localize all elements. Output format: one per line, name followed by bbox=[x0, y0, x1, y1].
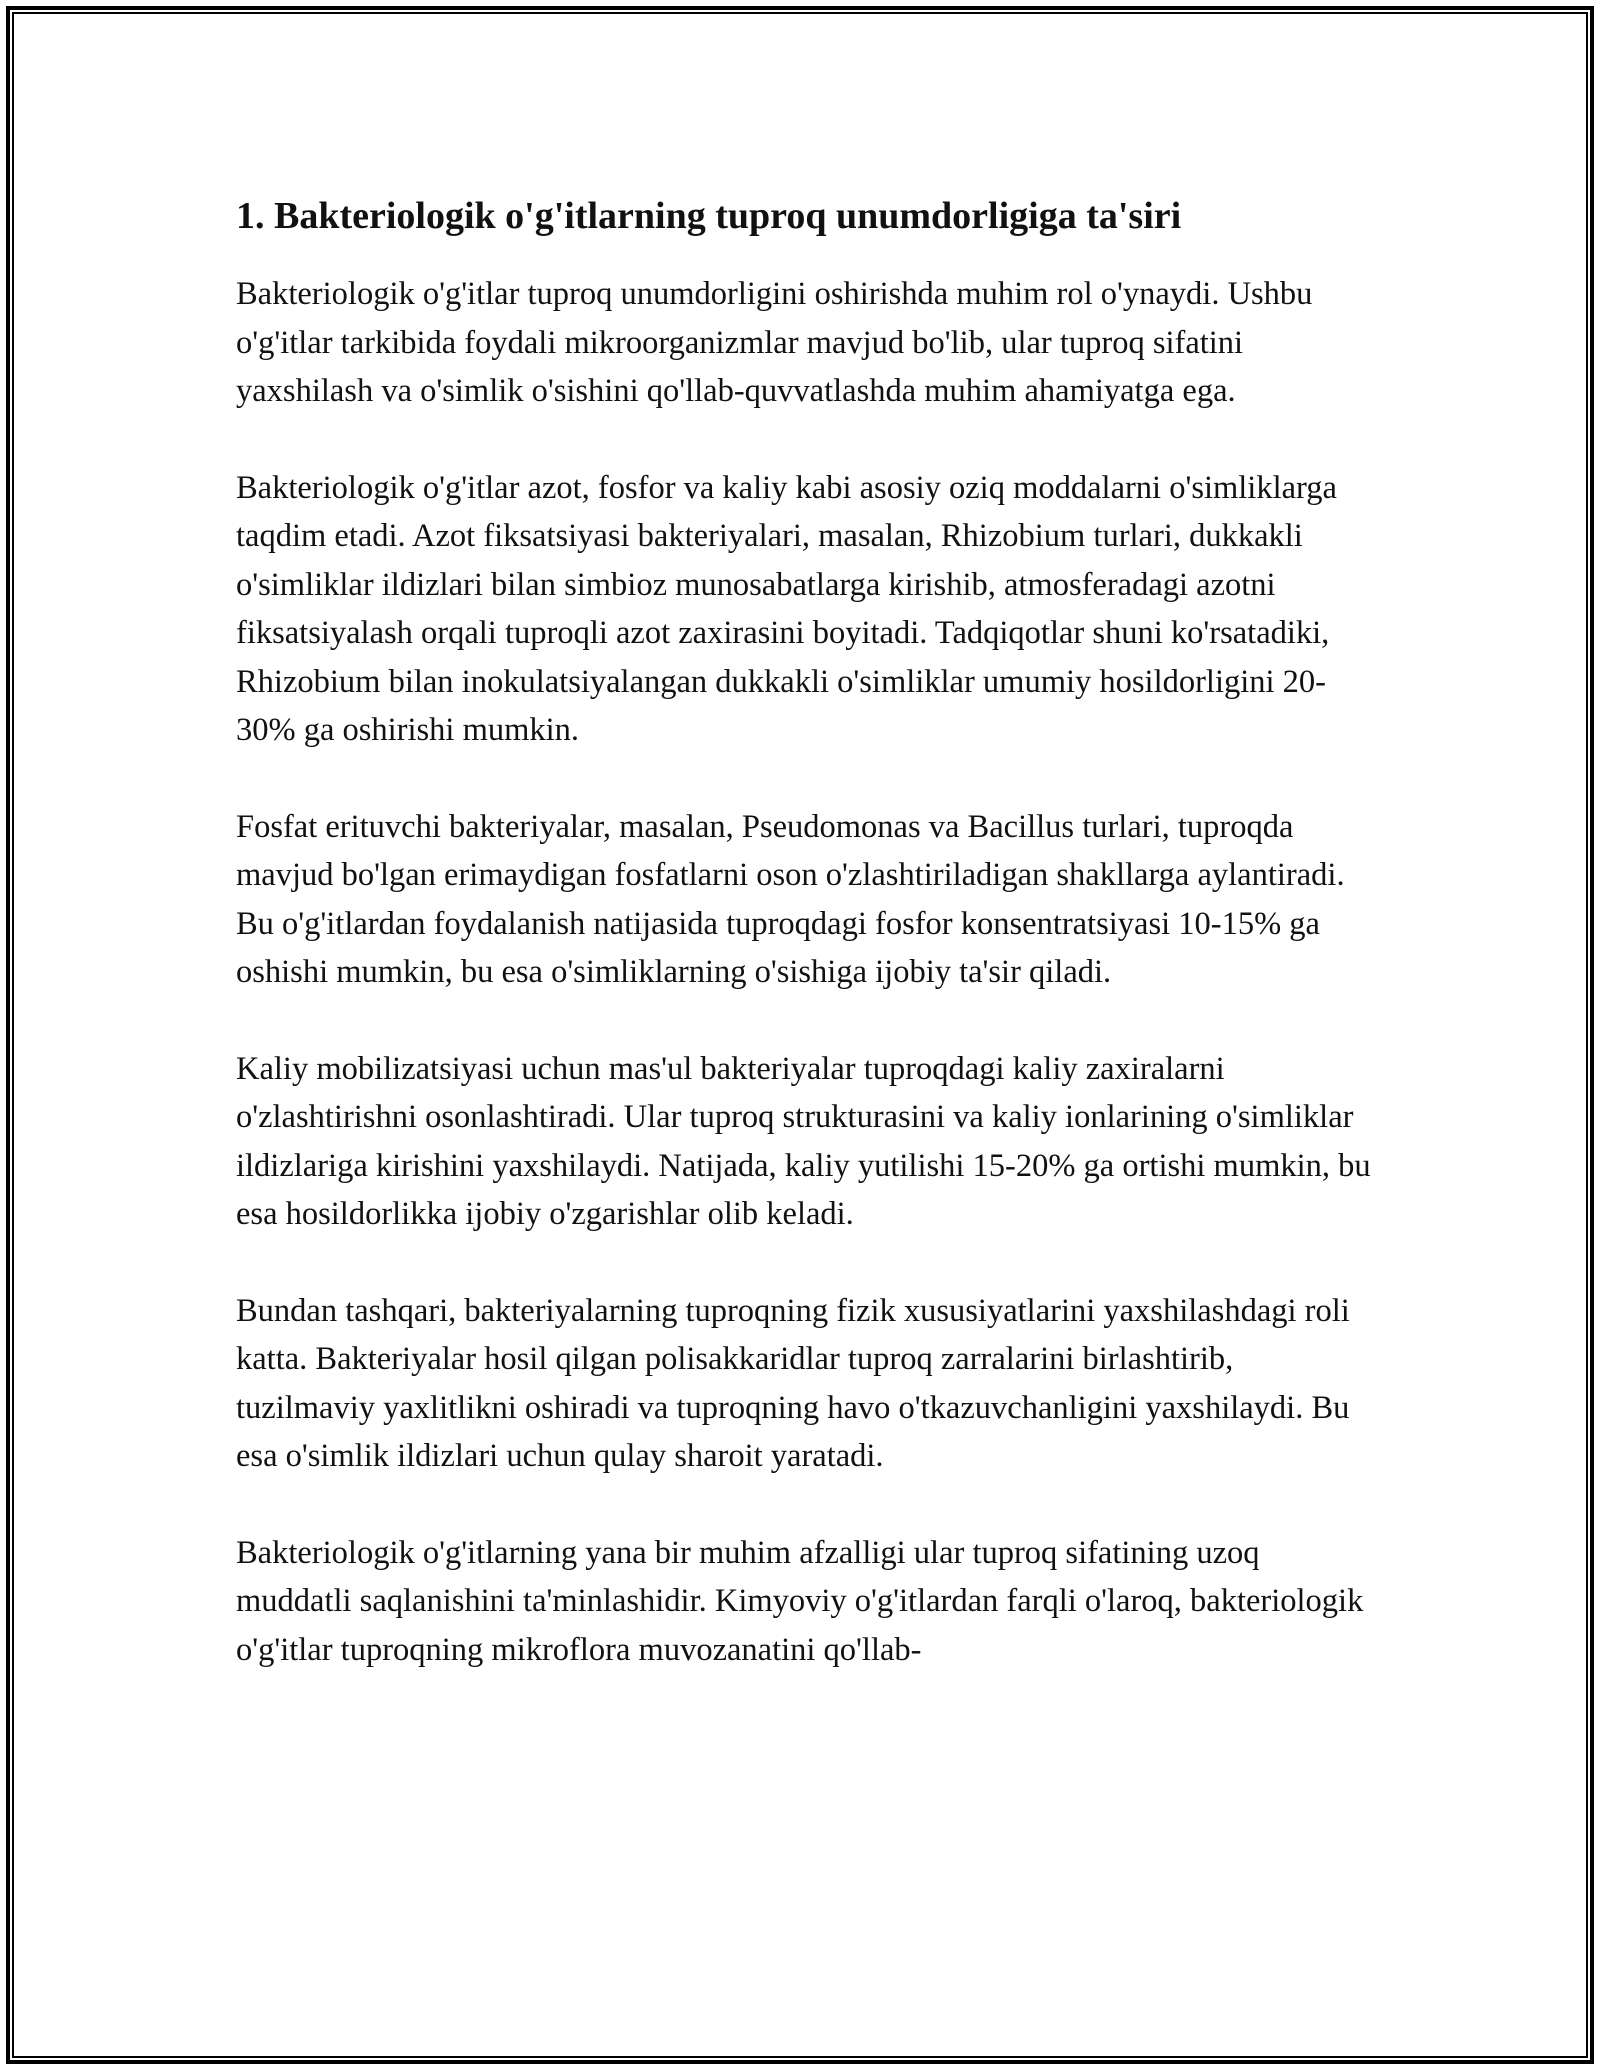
section-heading: 1. Bakteriologik o'g'itlarning tuproq unumdorligiga ta'siri bbox=[236, 195, 1182, 237]
paragraph-soil-structure: Bundan tashqari, bakteriyalarning tuproqning fizik xususiyatlarini yaxshilashdagi roli katta. Bakteriyalar hosil qilgan polisakkaridlar tuproq zarralarini birlashtirib, tuzilmaviy yaxlitlikni oshiradi va tuproqning havo o'tkazuvchanligini yaxshilaydi. Bu esa o'simlik ildizlari uchun qulay sharoit yaratadi. bbox=[236, 1292, 1350, 1474]
document-body bbox=[236, 188, 1376, 1722]
paragraph-potassium: Kaliy mobilizatsiyasi uchun mas'ul bakteriyalar tuproqdagi kaliy zaxiralarni o'zlashtirishni osonlashtiradi. Ular tuproq strukturasini va kaliy ionlarining o'simliklar ildizlariga kirishini yaxshilaydi. Natijada, kaliy yutilishi 15-20% ga ortishi mumkin, bu esa hosildorlikka ijobiy o'zgarishlar olib keladi. bbox=[236, 1050, 1371, 1232]
paragraph-intro: Bakteriologik o'g'itlar tuproq unumdorligini oshirishda muhim rol o'ynaydi. Ushbu o'g'itlar tarkibida foydali mikroorganizmlar mavjud bo'lib, ular tuproq sifatini yaxshilash va o'simlik o'sishini qo'llab-quvvatlashda muhim ahamiyatga ega. bbox=[236, 276, 1313, 409]
paragraph-nitrogen: Bakteriologik o'g'itlar azot, fosfor va kaliy kabi asosiy oziq moddalarni o'simliklarga taqdim etadi. Azot fiksatsiyasi bakteriyalari, masalan, Rhizobium turlari, dukkakli o'simliklar ildizlari bilan simbioz munosabatlarga kirishib, atmosferadagi azotni fiksatsiyalash orqali tuproqli azot zaxirasini boyitadi. Tadqiqotlar shuni ko'rsatadiki, Rhizobium bilan inokulatsiyalangan dukkakli o'simliklar umumiy hosildorligini 20-30% ga oshirishi mumkin. bbox=[236, 469, 1337, 748]
paragraph-long-term: Bakteriologik o'g'itlarning yana bir muhim afzalligi ular tuproq sifatining uzoq muddatli saqlanishini ta'minlashidir. Kimyoviy o'g'itlardan farqli o'laroq, bakteriologik o'g'itlar tuproqning mikroflora muvozanatini qo'llab- bbox=[236, 1534, 1364, 1668]
paragraph-phosphorus: Fosfat erituvchi bakteriyalar, masalan, Pseudomonas va Bacillus turlari, tuproqda mavjud bo'lgan erimaydigan fosfatlarni oson o'zlashtiriladigan shakllarga aylantiradi. Bu o'g'itlardan foydalanish natijasida tuproqdagi fosfor konsentratsiyasi 10-15% ga oshishi mumkin, bu esa o'simliklarning o'sishiga ijobiy ta'sir qiladi. bbox=[236, 808, 1345, 990]
